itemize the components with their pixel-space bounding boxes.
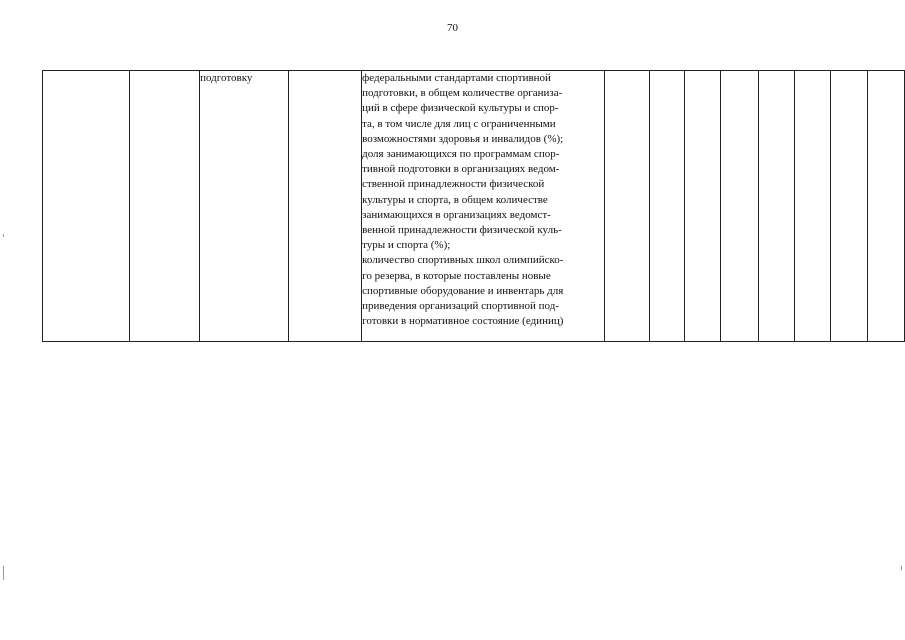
- indicator-line: возможностями здоровья и инвалидов (%);: [362, 132, 564, 145]
- indicator-line: готовки в нормативное состояние (единиц): [362, 315, 564, 328]
- cell-text-preparation: подготовку: [200, 72, 253, 84]
- scan-mark-right-bottom: [901, 566, 902, 570]
- table-cell-indicators: [362, 71, 605, 342]
- indicator-line: подготовки, в общем количестве организа-: [362, 87, 563, 100]
- indicator-line: та, в том числе для лиц с ограниченными: [362, 117, 556, 130]
- table-cell-10: [758, 71, 794, 342]
- page-number: 70: [447, 22, 458, 34]
- indicator-line: доля занимающихся по программам спор-: [362, 148, 560, 161]
- indicator-line: занимающихся в организациях ведомст-: [362, 208, 551, 221]
- indicator-line: венной принадлежности физической куль-: [362, 224, 562, 237]
- scan-mark-left-top: [3, 234, 4, 237]
- table-cell-13: [867, 71, 904, 342]
- program-table: [42, 70, 905, 342]
- indicator-line: ственной принадлежности физической: [362, 178, 545, 191]
- table-cell-1: [43, 71, 130, 342]
- indicator-line: количество спортивных школ олимпийско-: [362, 254, 564, 267]
- table-cell-9: [721, 71, 758, 342]
- indicator-line: туры и спорта (%);: [362, 239, 451, 252]
- indicator-line: приведения организаций спортивной под-: [362, 300, 559, 313]
- indicator-line: ций в сфере физической культуры и спор-: [362, 102, 559, 115]
- table-cell-4: [289, 71, 362, 342]
- table-cell-7: [649, 71, 684, 342]
- indicator-line: федеральными стандартами спортивной: [362, 72, 551, 84]
- table-cell-11: [794, 71, 830, 342]
- indicator-line: го резерва, в которые поставлены новые: [362, 269, 551, 282]
- table-cell-8: [684, 71, 720, 342]
- scan-mark-left-bottom: [3, 566, 4, 580]
- indicator-line: культуры и спорта, в общем количестве: [362, 193, 548, 206]
- table-cell-2: [130, 71, 200, 342]
- table-cell-6: [605, 71, 649, 342]
- table-cell-12: [831, 71, 867, 342]
- indicator-line: спортивные оборудование и инвентарь для: [362, 284, 564, 297]
- indicator-line: тивной подготовки в организациях ведом-: [362, 163, 560, 176]
- table-row: [43, 71, 905, 342]
- table-cell-3: [200, 71, 289, 342]
